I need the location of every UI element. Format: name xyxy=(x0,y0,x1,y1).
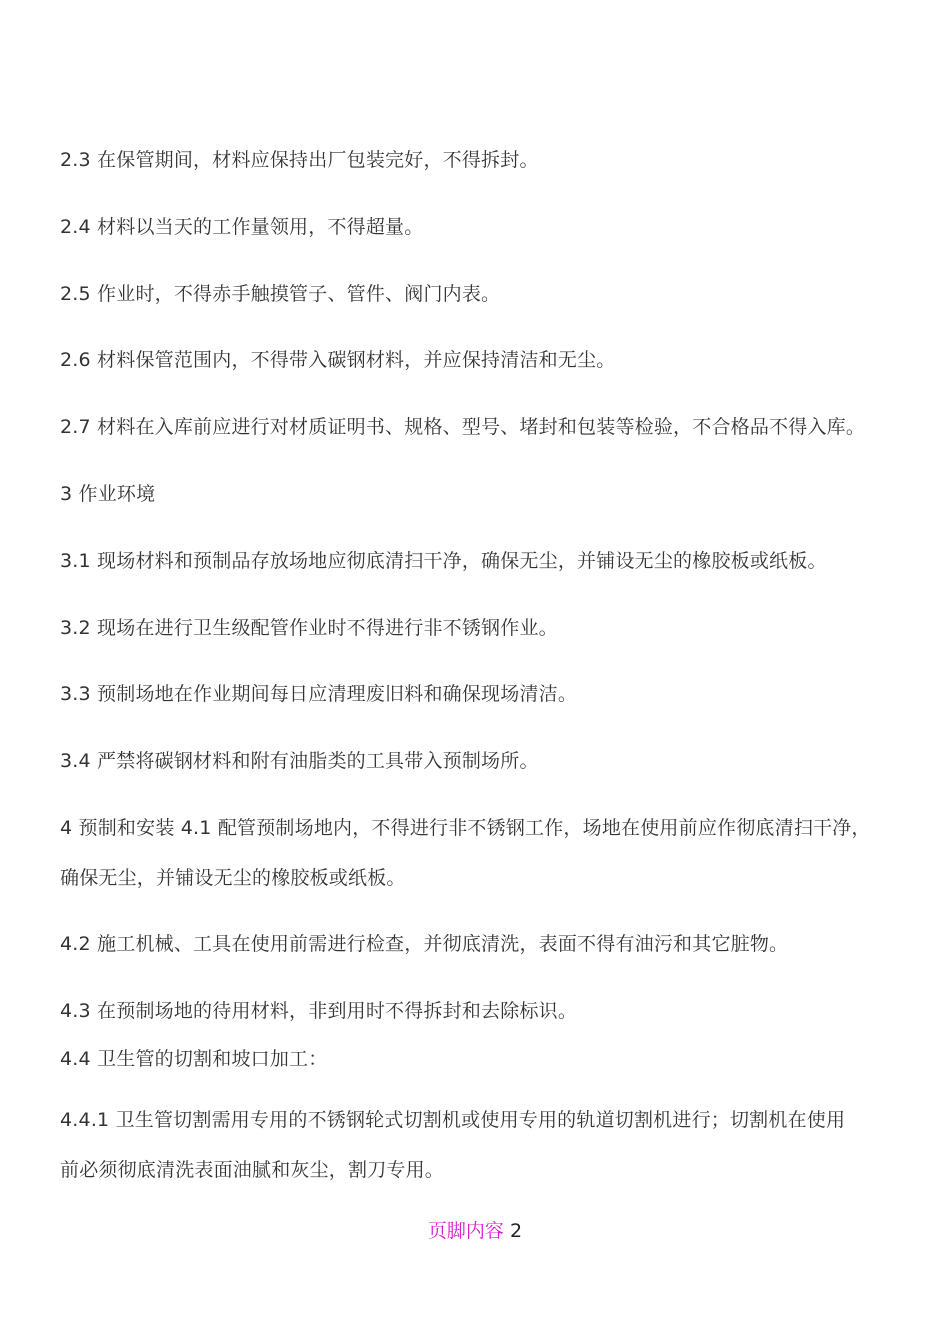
paragraph-4-2: 4.2 施工机械、工具在使用前需进行检查，并彻底清洗，表面不得有油污和其它脏物。 xyxy=(60,933,789,955)
paragraph-2-7: 2.7 材料在入库前应进行对材质证明书、规格、型号、堵封和包装等检验，不合格品不得入库。 xyxy=(60,416,866,438)
paragraph-4-3: 4.3 在预制场地的待用材料，非到用时不得拆封和去除标识。 xyxy=(60,1000,578,1022)
paragraph-3-4: 3.4 严禁将碳钢材料和附有油脂类的工具带入预制场所。 xyxy=(60,750,539,772)
paragraph-4-4: 4.4 卫生管的切割和坡口加工： xyxy=(60,1048,328,1070)
section-heading-3: 3 作业环境 xyxy=(60,483,156,505)
paragraph-2-3: 2.3 在保管期间，材料应保持出厂包装完好，不得拆封。 xyxy=(60,149,539,171)
paragraph-3-2: 3.2 现场在进行卫生级配管作业时不得进行非不锈钢作业。 xyxy=(60,617,558,639)
paragraph-2-5: 2.5 作业时，不得赤手触摸管子、管件、阀门内表。 xyxy=(60,283,501,305)
paragraph-4-1-line1: 4 预制和安装 4.1 配管预制场地内，不得进行非不锈钢工作，场地在使用前应作彻底清扫干净， xyxy=(60,817,871,839)
paragraph-4-4-1-line1: 4.4.1 卫生管切割需用专用的不锈钢轮式切割机或使用专用的轨道切割机进行；切割机在使用 xyxy=(60,1109,846,1131)
paragraph-4-1-line2: 确保无尘，并铺设无尘的橡胶板或纸板。 xyxy=(60,867,406,889)
footer-page-number: 2 xyxy=(509,1220,523,1242)
paragraph-4-4-1-line2: 前必须彻底清洗表面油腻和灰尘，割刀专用。 xyxy=(60,1159,445,1181)
page-footer xyxy=(0,1218,950,1244)
footer-label: 页脚内容 xyxy=(427,1220,504,1242)
paragraph-2-4: 2.4 材料以当天的工作量领用，不得超量。 xyxy=(60,216,424,238)
paragraph-3-3: 3.3 预制场地在作业期间每日应清理废旧料和确保现场清洁。 xyxy=(60,683,578,705)
paragraph-2-6: 2.6 材料保管范围内，不得带入碳钢材料，并应保持清洁和无尘。 xyxy=(60,349,616,371)
paragraph-3-1: 3.1 现场材料和预制品存放场地应彻底清扫干净，确保无尘，并铺设无尘的橡胶板或纸板。 xyxy=(60,550,827,572)
